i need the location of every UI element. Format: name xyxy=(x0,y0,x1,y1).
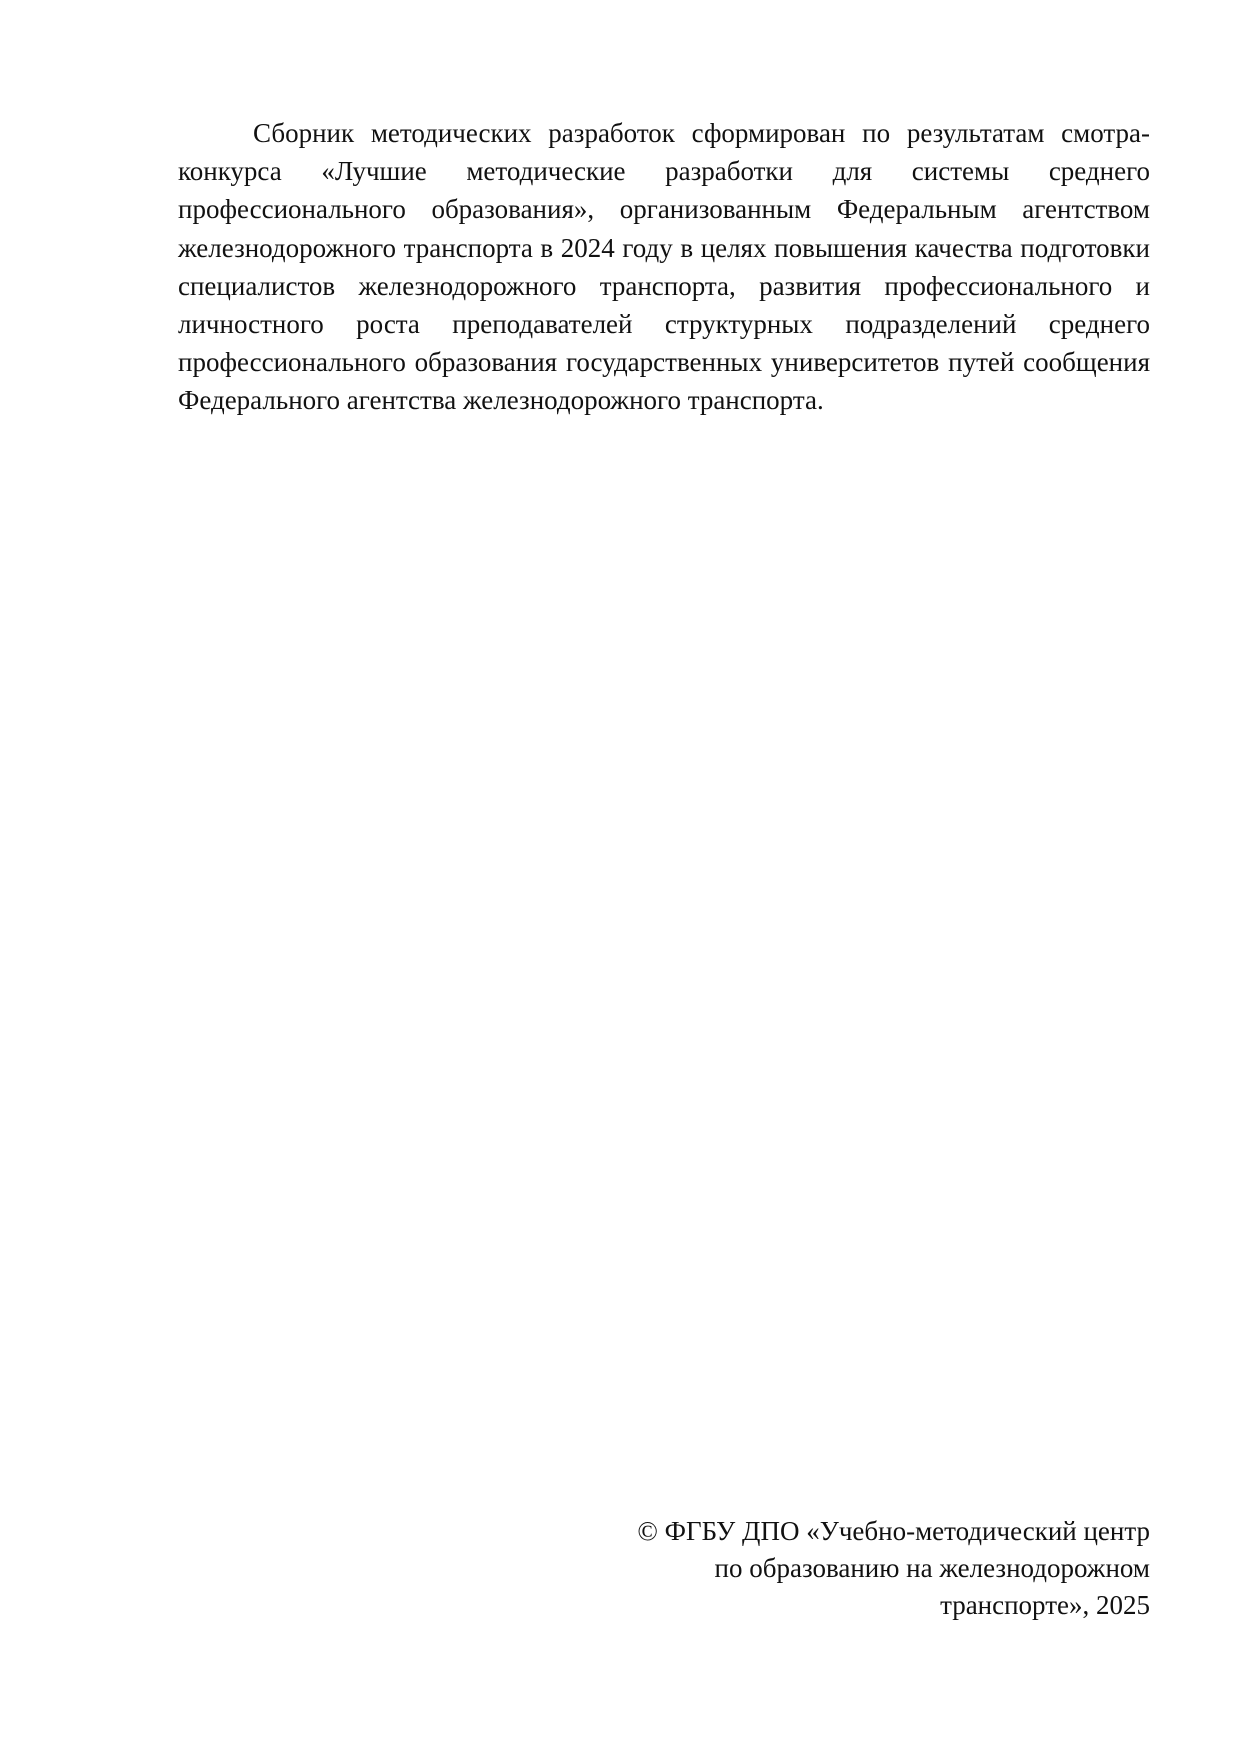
copyright-notice xyxy=(560,1513,1150,1624)
intro-paragraph: Сборник методических разработок сформирован по результатам смотра-конкурса «Лучшие методические разработки для системы среднего профессионального образования», организованным Федеральным агентством железнодорожного транспорта в 2024 году в целях повышения качества подготовки специалистов железнодорожного транспорта, развития профессионального и личностного роста преподавателей структурных подразделений среднего профессионального образования государственных университетов путей сообщения Федерального агентства железнодорожного транспорта. xyxy=(178,118,1150,416)
copyright-line-2: по образованию на железнодорожном xyxy=(714,1553,1150,1583)
copyright-line-1: © ФГБУ ДПО «Учебно-методический центр xyxy=(637,1516,1150,1546)
copyright-line-3: транспорте», 2025 xyxy=(940,1590,1150,1620)
